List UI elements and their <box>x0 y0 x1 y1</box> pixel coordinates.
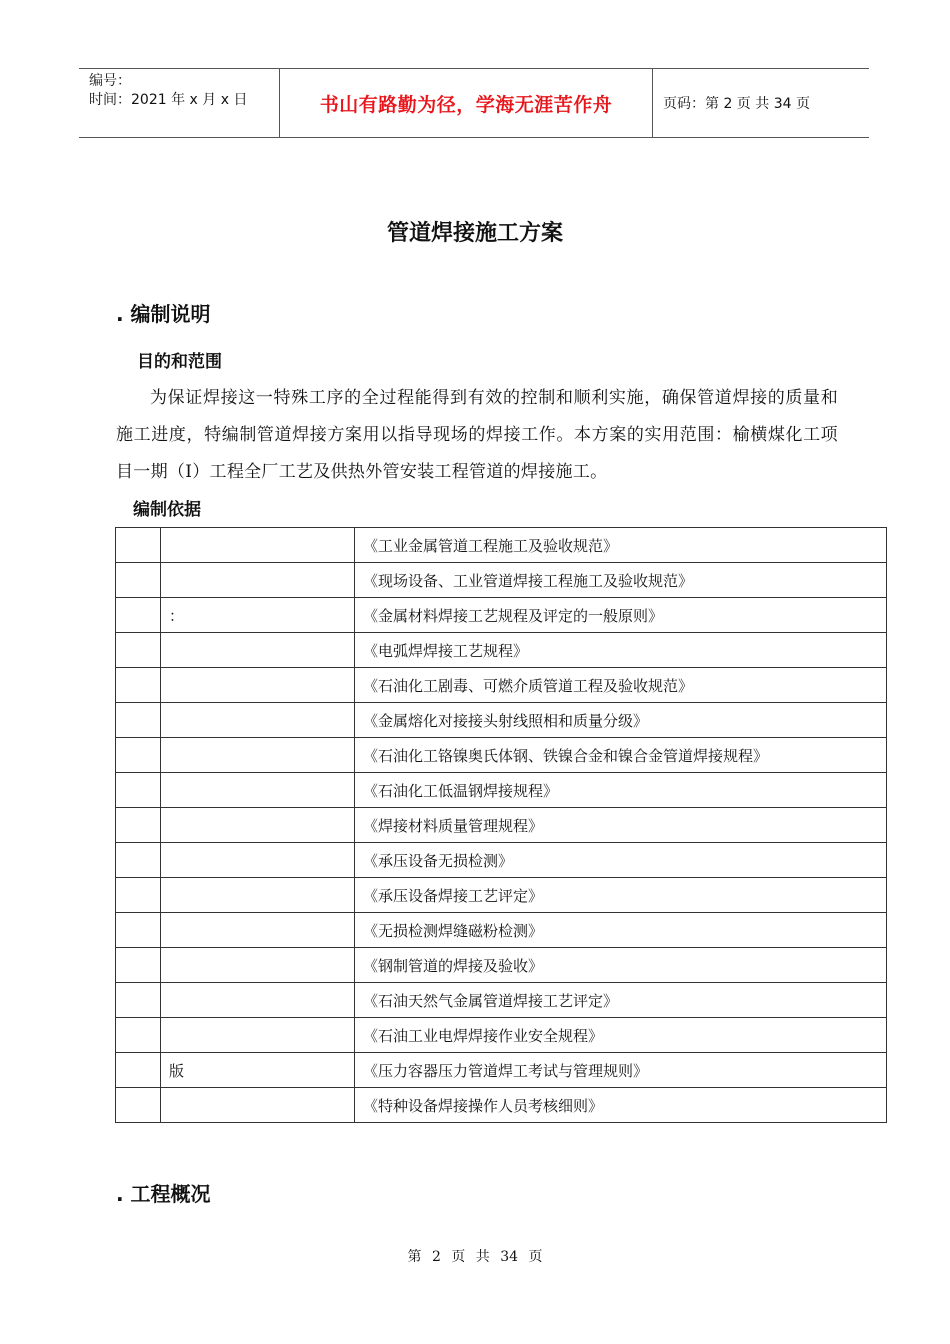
standard-code-cell: ： <box>161 598 355 633</box>
standard-code-cell <box>161 808 355 843</box>
standard-code-cell <box>161 633 355 668</box>
standard-name-cell: 《石油化工低温钢焊接规程》 <box>355 773 887 808</box>
table-row <box>116 1018 887 1053</box>
table-row <box>116 948 887 983</box>
table-row <box>116 983 887 1018</box>
standard-number-cell <box>116 843 161 878</box>
standard-number-cell <box>116 668 161 703</box>
header-motto: 书山有路勤为径，学海无涯苦作舟 <box>279 69 653 137</box>
section-heading-compilation: . 编制说明 <box>116 302 211 326</box>
document-title: 管道焊接施工方案 <box>386 221 563 246</box>
standard-number-cell <box>116 1018 161 1053</box>
standard-name-cell: 《金属材料焊接工艺规程及评定的一般原则》 <box>355 598 887 633</box>
standard-number-cell <box>116 913 161 948</box>
standard-code-cell <box>161 1018 355 1053</box>
table-row <box>116 668 887 703</box>
standard-code-cell <box>161 703 355 738</box>
standard-code-cell <box>161 948 355 983</box>
standard-name-cell: 《石油化工剧毒、可燃介质管道工程及验收规范》 <box>355 668 887 703</box>
standard-number-cell <box>116 1053 161 1088</box>
document-number-label: 编号： <box>89 73 131 89</box>
table-row <box>116 703 887 738</box>
standard-code-cell <box>161 878 355 913</box>
standard-number-cell <box>116 948 161 983</box>
standard-name-cell: 《承压设备焊接工艺评定》 <box>355 878 887 913</box>
standard-code-cell <box>161 913 355 948</box>
table-row <box>116 633 887 668</box>
table-row <box>116 808 887 843</box>
table-row <box>116 773 887 808</box>
page-header <box>79 68 869 138</box>
table-row <box>116 563 887 598</box>
table-row <box>116 738 887 773</box>
standard-name-cell: 《钢制管道的焊接及验收》 <box>355 948 887 983</box>
standard-name-cell: 《压力容器压力管道焊工考试与管理规则》 <box>355 1053 887 1088</box>
standard-code-cell <box>161 1088 355 1123</box>
standard-number-cell <box>116 773 161 808</box>
standard-number-cell <box>116 633 161 668</box>
standard-name-cell: 《承压设备无损检测》 <box>355 843 887 878</box>
table-row <box>116 1053 887 1088</box>
subheading-compilation-basis: 编制依据 <box>133 500 201 520</box>
standard-name-cell: 《特种设备焊接操作人员考核细则》 <box>355 1088 887 1123</box>
standard-code-cell <box>161 773 355 808</box>
standard-number-cell <box>116 563 161 598</box>
standard-name-cell: 《金属熔化对接接头射线照相和质量分级》 <box>355 703 887 738</box>
table-row <box>116 528 887 563</box>
standard-number-cell <box>116 1088 161 1123</box>
header-meta <box>79 69 279 137</box>
standard-number-cell <box>116 738 161 773</box>
standards-table <box>115 527 887 1123</box>
standard-code-cell <box>161 983 355 1018</box>
standards-table-body <box>116 528 887 1123</box>
section-heading-project-overview: . 工程概况 <box>116 1182 211 1206</box>
standard-code-cell: 版 <box>161 1053 355 1088</box>
standard-name-cell: 《电弧焊焊接工艺规程》 <box>355 633 887 668</box>
standard-code-cell <box>161 528 355 563</box>
standard-code-cell <box>161 843 355 878</box>
document-date-label: 时间：2021 年 x 月 x 日 <box>89 92 248 108</box>
standard-name-cell: 《工业金属管道工程施工及验收规范》 <box>355 528 887 563</box>
standard-name-cell: 《无损检测焊缝磁粉检测》 <box>355 913 887 948</box>
standard-number-cell <box>116 528 161 563</box>
subheading-purpose-scope: 目的和范围 <box>137 352 222 372</box>
table-row <box>116 913 887 948</box>
standard-name-cell: 《石油化工铬镍奥氏体钢、铁镍合金和镍合金管道焊接规程》 <box>355 738 887 773</box>
page-footer: 第 2 页 共 34 页 <box>407 1249 543 1265</box>
standard-name-cell: 《现场设备、工业管道焊接工程施工及验收规范》 <box>355 563 887 598</box>
standard-code-cell <box>161 668 355 703</box>
header-page-info: 页码：第 2 页 共 34 页 <box>663 96 810 112</box>
standard-number-cell <box>116 808 161 843</box>
table-row <box>116 598 887 633</box>
standard-name-cell: 《焊接材料质量管理规程》 <box>355 808 887 843</box>
standard-number-cell <box>116 703 161 738</box>
standard-number-cell <box>116 878 161 913</box>
standard-code-cell <box>161 738 355 773</box>
standard-code-cell <box>161 563 355 598</box>
standard-number-cell <box>116 983 161 1018</box>
standard-number-cell <box>116 598 161 633</box>
table-row <box>116 1088 887 1123</box>
standard-name-cell: 《石油天然气金属管道焊接工艺评定》 <box>355 983 887 1018</box>
table-row <box>116 878 887 913</box>
purpose-paragraph: 为保证焊接这一特殊工序的全过程能得到有效的控制和顺利实施，确保管道焊接的质量和施工进度，特编制管道焊接方案用以指导现场的焊接工作。本方案的实用范围：榆横煤化工项目一期（Ⅰ）工程全厂工艺及供热外管安装工程管道的焊接施工。 <box>116 388 838 482</box>
standard-name-cell: 《石油工业电焊焊接作业安全规程》 <box>355 1018 887 1053</box>
table-row <box>116 843 887 878</box>
